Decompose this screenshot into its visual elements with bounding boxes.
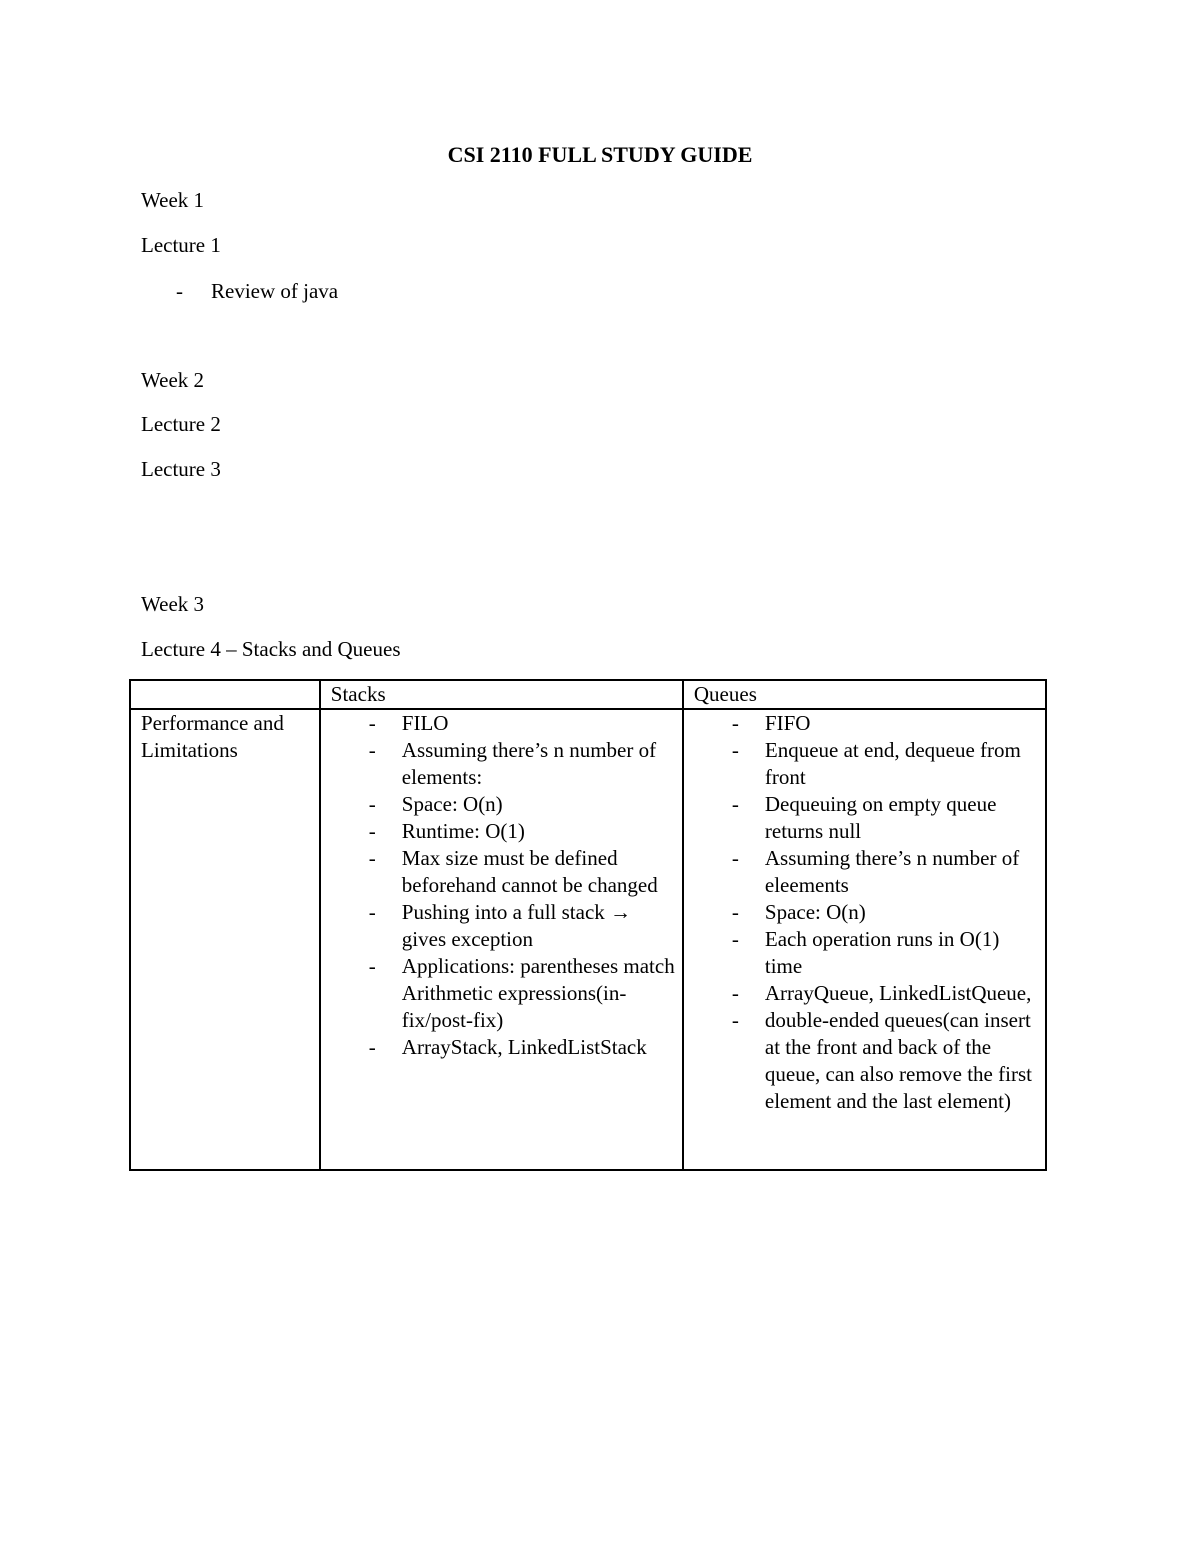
list-item: - Max size must be defined beforehand cannot be changed xyxy=(369,845,682,899)
list-item: - ArrayQueue, LinkedListQueue, xyxy=(732,980,1045,1007)
row-label: Performance and Limitations xyxy=(141,711,284,762)
lecture-1-bullet xyxy=(176,279,338,304)
header-cell-queues: Queues xyxy=(683,680,1046,709)
lecture-1-bullet-text: Review of java xyxy=(211,279,339,303)
list-item: - Each operation runs in O(1) time xyxy=(732,926,1045,980)
dash-marker: - xyxy=(176,279,183,303)
document-title: CSI 2110 FULL STUDY GUIDE xyxy=(447,142,753,167)
stacks-cell xyxy=(320,709,683,1170)
list-item: - FIFO xyxy=(732,710,1045,737)
table-row xyxy=(130,709,1046,1170)
week-1-heading: Week 1 xyxy=(141,188,205,212)
week-2-heading: Week 2 xyxy=(141,368,205,392)
list-item: - Assuming there’s n number of elements: xyxy=(369,737,682,791)
list-item: - FILO xyxy=(369,710,682,737)
header-cell-stacks: Stacks xyxy=(320,680,683,709)
week-3-heading: Week 3 xyxy=(141,592,205,616)
header-cell-empty xyxy=(130,680,320,709)
row-label-cell xyxy=(130,709,320,1170)
list-item: - Space: O(n) xyxy=(369,791,682,818)
table-header-row xyxy=(130,680,1046,709)
list-item: - Enqueue at end, dequeue from front xyxy=(732,737,1045,791)
list-item: - Pushing into a full stack → gives exception xyxy=(369,899,682,953)
list-item: - Assuming there’s n number of eleements xyxy=(732,845,1045,899)
queues-cell xyxy=(683,709,1046,1170)
list-item: - ArrayStack, LinkedListStack xyxy=(369,1034,682,1061)
list-item: - Dequeuing on empty queue returns null xyxy=(732,791,1045,845)
queues-list xyxy=(694,710,1045,1115)
lecture-2-heading: Lecture 2 xyxy=(141,412,221,436)
lecture-4-heading: Lecture 4 – Stacks and Queues xyxy=(141,637,401,661)
stacks-queues-table xyxy=(129,679,1047,1171)
list-item: - Runtime: O(1) xyxy=(369,818,682,845)
list-item: - Space: O(n) xyxy=(732,899,1045,926)
list-item: - double-ended queues(can insert at the front and back of the queue, can also remove the first element and the last element) xyxy=(732,1007,1045,1115)
lecture-3-heading: Lecture 3 xyxy=(141,457,221,481)
lecture-1-heading: Lecture 1 xyxy=(141,233,221,257)
list-item: - Applications: parentheses match Arithmetic expressions(in-fix/post-fix) xyxy=(369,953,682,1034)
stacks-list xyxy=(331,710,682,1061)
